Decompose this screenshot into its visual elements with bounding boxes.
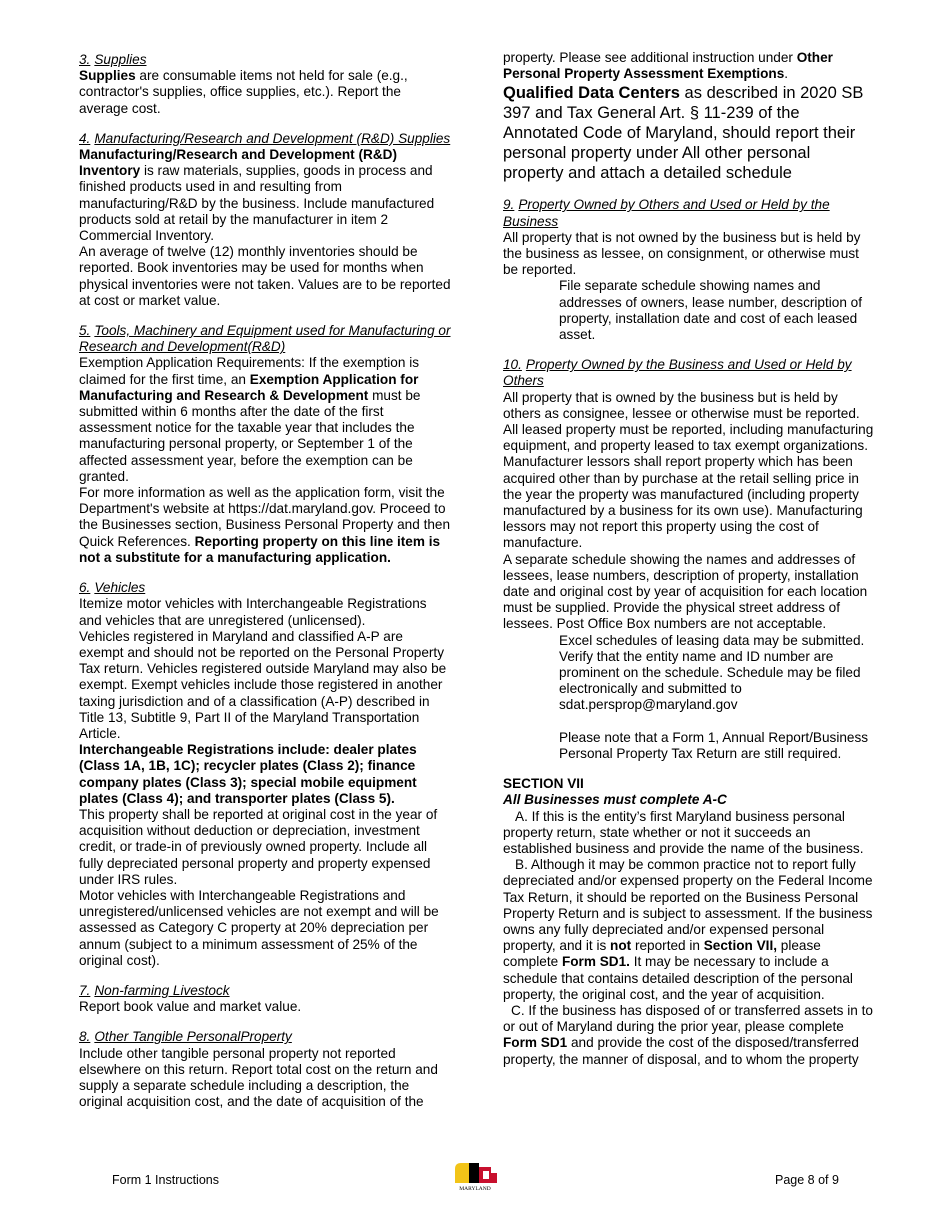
paragraph: Motor vehicles with Interchangeable Registrations and unregistered/unlicensed vehicles are not exempt and will be assessed as Category C property at 20% depreciation per annum (subject to a minimum assessment of 25% of the original cost). [79, 887, 439, 968]
paragraph: Please note that a Form 1, Annual Report/Business Personal Property Tax Return are still required. [559, 729, 869, 761]
logo-cross [483, 1171, 489, 1179]
paragraph: File separate schedule showing names and addresses of owners, lease number, description of property, installation date and cost of each leased asset. [559, 278, 863, 343]
section-heading: 5. Tools, Machinery and Equipment used for Manufacturing or Research and Development(R&D) [79, 323, 451, 355]
item-c: C. If the business has disposed of or transferred assets in to or out of Maryland during the prior year, please complete Form SD1 and provide the cost of the disposed/transferred property, the manner of disposal, and to whom the property [503, 1002, 873, 1067]
maryland-flag-logo [449, 1157, 501, 1193]
paragraph: Excel schedules of leasing data may be submitted. Verify that the entity name and ID number are prominent on the schedule. Schedule may be filed electronically and submitted to sdat.persprop@maryland.gov [559, 632, 865, 713]
footer-page-number: Page 8 of 9 [775, 1173, 839, 1187]
section-5-tools-machinery [79, 323, 451, 566]
section-6-vehicles [79, 580, 451, 969]
section-8-other-tangible [79, 1029, 451, 1110]
section-subtitle: All Businesses must complete A-C [503, 792, 727, 808]
item-b: B. Although it may be common practice not to report fully depreciated and/or expensed property on the Federal Income Tax Return, it should be reported on the Business Personal Property Return and is subject to assessment. If the business owns any fully depreciated and/or expensed personal property, and it is not reported in Section VII, please complete Form SD1. It may be necessary to include a schedule that contains detailed description of the personal property, the original cost, and the year of acquisition. [503, 857, 873, 1002]
section-10-owned-by-business [503, 357, 875, 762]
section-vii [503, 776, 875, 1068]
paragraph: A separate schedule showing the names and addresses of lessees, lease numbers, description of property, installation date and original cost by year of acquisition for each location must be supplied. Provide the physical street address of lessees. Post Office Box numbers are not acceptable. [503, 551, 868, 632]
qualified-data-centers-note: Qualified Data Centers as described in 2020 SB 397 and Tax General Art. § 11-239 of the Annotated Code of Maryland, should report their personal property under All other personal property and attach a detailed schedule [503, 84, 864, 182]
paragraph: For more information as well as the application form, visit the Department's website at https://dat.maryland.gov. Proceed to the Businesses section, Business Personal Property and then Quick References. Reporting property on this line item is not a substitute for a manufacturing application. [79, 485, 451, 565]
section-heading: 4. Manufacturing/Research and Development (R&D) Supplies [79, 130, 451, 146]
section-heading: 7. Non-farming Livestock [79, 982, 230, 998]
section-heading: 3. Supplies [79, 52, 147, 67]
paragraph: Itemize motor vehicles with Interchangeable Registrations and vehicles that are unregistered (unlicensed). [79, 596, 427, 628]
right-column [503, 50, 875, 1082]
paragraph: Vehicles registered in Maryland and classified A-P are exempt and should not be reported on the Personal Property Tax return. Vehicles registered outside Maryland may also be exempt. Exempt vehicles include those registered in another taxing jurisdiction and of a classification (A-P) described in Title 13, Subtitle 9, Part II of the Maryland Transportation Article. [79, 628, 447, 741]
paragraph: This property shall be reported at original cost in the year of acquisition without deduction or depreciation, investment credit, or trade-in of previously owned property. Include all fully depreciated personal property and property expensed under IRS rules. [79, 806, 438, 887]
section-9-owned-by-others [503, 197, 875, 343]
footer-form-title: Form 1 Instructions [112, 1173, 219, 1187]
paragraph: Include other tangible personal property not reported elsewhere on this return. Report total cost on the return and supply a separate schedule including a description, the original acquisition cost, and the date of acquisition of the [79, 1045, 438, 1110]
logo-text: MARYLAND [459, 1186, 491, 1192]
left-column [79, 52, 451, 1124]
logo-black-shape [469, 1163, 479, 1183]
paragraph: Interchangeable Registrations include: dealer plates (Class 1A, 1B, 1C); recycler plates (Class 2); finance company plates (Class 3); special mobile equipment plates (Class 4); and transporter plates (Class 5). [79, 742, 417, 806]
section-7-livestock [79, 983, 451, 1015]
paragraph: An average of twelve (12) monthly inventories should be reported. Book inventories may be used for months when physical inventories were not taken. Values are to be reported at cost or market value. [79, 244, 451, 308]
section-heading: 6. Vehicles [79, 580, 146, 596]
paragraph: Exemption Application Requirements: If the exemption is claimed for the first time, an Exemption Application for Manufacturing and Research & Development must be submitted within 6 months after the date of the first assessment notice for the taxable year that includes the manufacturing personal property, or September 1 of the affected assessment year, before the exemption can be granted. [79, 355, 421, 484]
logo-gold-shape [455, 1163, 469, 1183]
section-3-supplies [79, 52, 451, 117]
section-heading: 10. Property Owned by the Business and Used or Held by Others [503, 357, 852, 389]
section-heading: 9. Property Owned by Others and Used or Held by the Business [503, 197, 830, 229]
section-heading: 8. Other Tangible PersonalProperty [79, 1029, 292, 1045]
section-title: SECTION VII [503, 776, 584, 792]
paragraph: Report book value and market value. [79, 999, 302, 1015]
paragraph: Manufacturer lessors shall report property which has been acquired other than by purchase at the retail selling price in the year the property was manufactured (including property manufactured by a business for its own use). Manufacturing lessors may not report this property using the cost of manufacture. [503, 454, 863, 551]
paragraph: Supplies are consumable items not held for sale (e.g., contractor's supplies, office supplies, etc.). Report the average cost. [79, 68, 408, 116]
section-4-manufacturing-supplies [79, 131, 451, 309]
paragraph: property. Please see additional instruction under Other Personal Property Assessment Exemptions. [503, 50, 833, 82]
paragraph: All property that is owned by the business but is held by others as consignee, lessee or otherwise must be reported. All leased property must be reported, including manufacturing equipment, and property leased to tax exempt organizations. [503, 389, 874, 454]
paragraph: All property that is not owned by the business but is held by the business as lessee, on consignment, or otherwise must be reported. [503, 229, 861, 278]
section-8-continued [503, 50, 875, 183]
item-a: A. If this is the entity’s first Maryland business personal property return, state whether or not it succeeds an established business and provide the name of the business. [503, 808, 864, 856]
paragraph: Manufacturing/Research and Development (R&D) Inventory is raw materials, supplies, goods in process and finished products used in and resulting from manufacturing/R&D by the business. Include manufactured products sold at retail by the manufacturer in item 2 Commercial Inventory. [79, 147, 435, 244]
